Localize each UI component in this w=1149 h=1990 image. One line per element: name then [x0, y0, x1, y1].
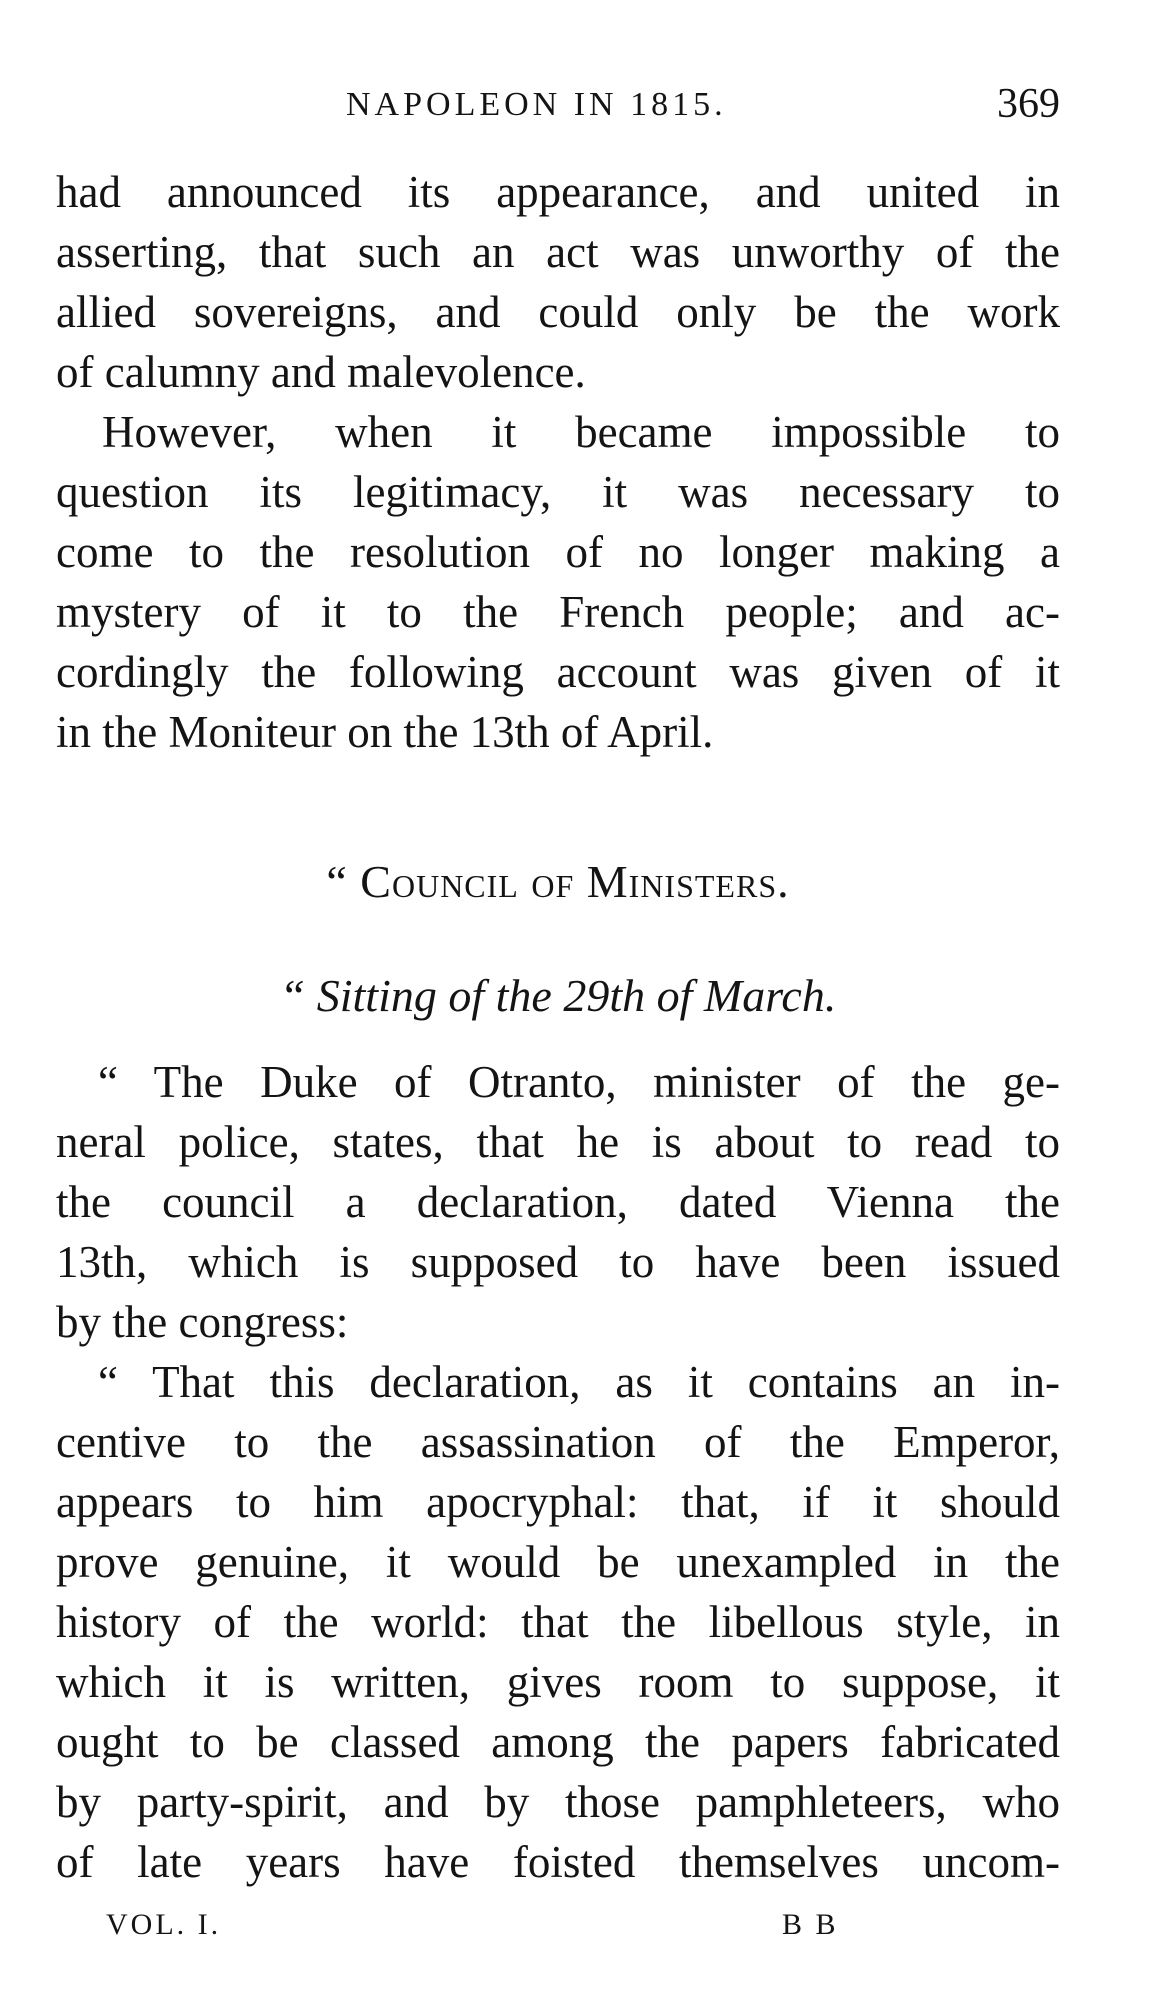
paragraph-line: neral police, states, that he is about to read to — [56, 1117, 1060, 1167]
page-number: 369 — [997, 81, 1060, 127]
section-subheading-sitting: “ Sitting of the 29th of March. — [279, 970, 837, 1021]
paragraph-line: mystery of it to the French people; and ac- — [56, 587, 1060, 637]
paragraph-line: which it is written, gives room to suppose, it — [56, 1657, 1060, 1707]
paragraph-line: cordingly the following account was given of it — [56, 647, 1060, 697]
paragraph-line: of late years have foisted themselves uncom- — [56, 1837, 1060, 1887]
paragraph-line: 13th, which is supposed to have been issued — [56, 1237, 1060, 1287]
paragraph-line: prove genuine, it would be unexampled in the — [56, 1537, 1060, 1587]
paragraph-line: by party-spirit, and by those pamphleteers, who — [56, 1777, 1060, 1827]
body-text-top — [56, 162, 1060, 762]
paragraph-line: appears to him apocryphal: that, if it should — [56, 1477, 1060, 1527]
section-heading-council: “ Council of Ministers. — [326, 856, 790, 907]
paragraph-line: question its legitimacy, it was necessary to — [56, 467, 1060, 517]
paragraph-line: history of the world: that the libellous style, in — [56, 1597, 1060, 1647]
paragraph-line: had announced its appearance, and united in — [56, 167, 1060, 217]
paragraph-line: the council a declaration, dated Vienna the — [56, 1177, 1060, 1227]
page-footer — [56, 1908, 1060, 1948]
signature-mark: B B — [782, 1908, 839, 1941]
paragraph-line: centive to the assassination of the Emperor, — [56, 1417, 1060, 1467]
paragraph-line: come to the resolution of no longer making a — [56, 527, 1060, 577]
paragraph-line: allied sovereigns, and could only be the work — [56, 287, 1060, 337]
running-title: NAPOLEON IN 1815. — [346, 86, 727, 123]
paragraph-line: ought to be classed among the papers fabricated — [56, 1717, 1060, 1767]
body-text-bottom — [56, 1052, 1060, 1892]
paragraph-line: “ That this declaration, as it contains an in- — [98, 1357, 1060, 1407]
page-header — [56, 80, 1060, 140]
paragraph-line: by the congress: — [56, 1297, 349, 1347]
paragraph-line: in the Moniteur on the 13th of April. — [56, 707, 714, 757]
volume-mark: VOL. I. — [106, 1908, 222, 1941]
paragraph-line: asserting, that such an act was unworthy of the — [56, 227, 1060, 277]
paragraph-line: “ The Duke of Otranto, minister of the ge- — [98, 1057, 1060, 1107]
paragraph-line: However, when it became impossible to — [102, 407, 1060, 457]
paragraph-line: of calumny and malevolence. — [56, 347, 586, 397]
